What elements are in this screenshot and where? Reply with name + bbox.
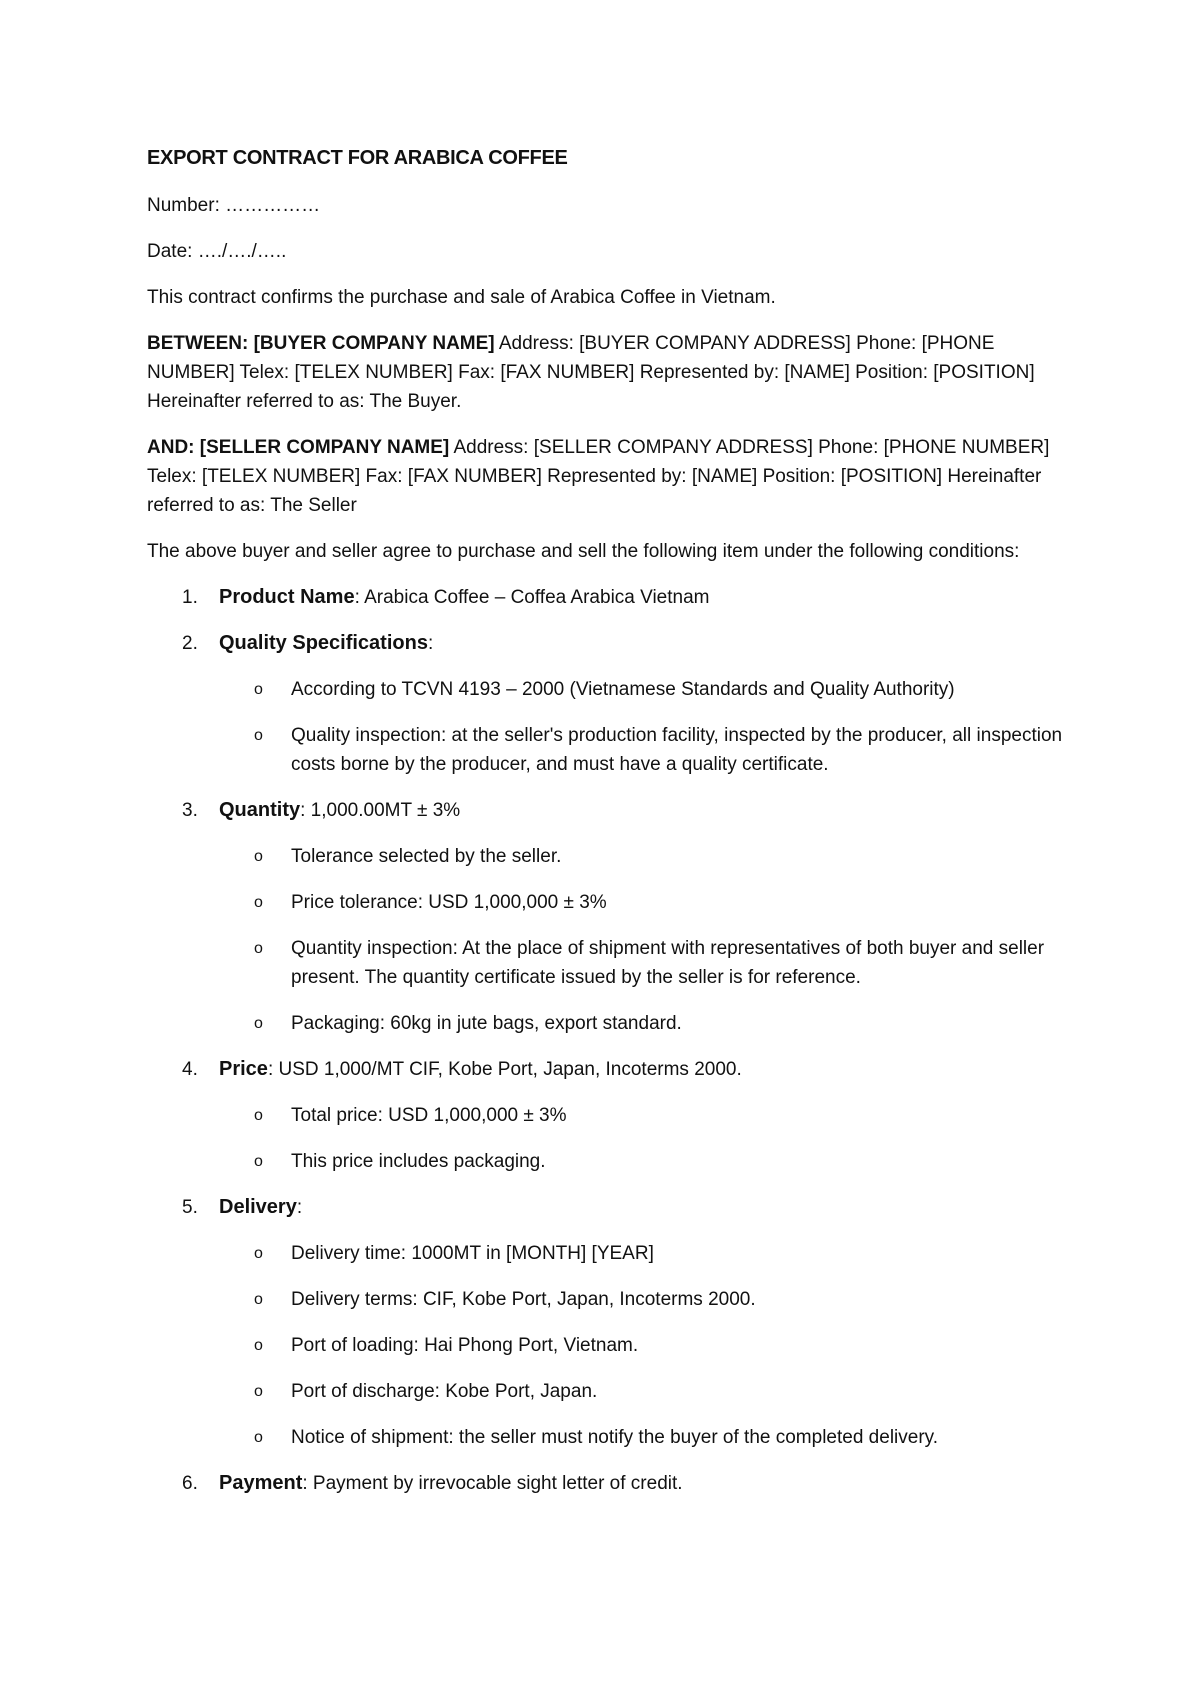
bullet-icon: o [254,848,263,865]
sub-list [219,1239,1067,1452]
document-title: EXPORT CONTRACT FOR ARABICA COFFEE [147,147,568,169]
sub-item-text: Port of loading: Hai Phong Port, Vietnam. [291,1335,639,1356]
item-text: : [296,1197,303,1218]
sub-list-item [219,1147,1067,1176]
bullet-icon: o [254,940,263,957]
sub-item-text: Delivery terms: CIF, Kobe Port, Japan, Incoterms 2000. [291,1289,756,1310]
sub-item-text: Tolerance selected by the seller. [291,846,562,867]
item-label: Payment [219,1472,303,1494]
bullet-icon: o [254,1107,263,1124]
item-text: : USD 1,000/MT CIF, Kobe Port, Japan, Incoterms 2000. [267,1059,742,1080]
item-number: 5. [182,1197,198,1218]
item-text: : Arabica Coffee – Coffea Arabica Vietnam [354,587,710,608]
item-number: 2. [182,633,198,654]
sub-item-text: According to TCVN 4193 – 2000 (Vietnamese Standards and Quality Authority) [291,679,955,700]
sub-list-item [219,1009,1067,1038]
item-text: : [427,633,434,654]
sub-list-item [219,1377,1067,1406]
bullet-icon: o [254,727,263,744]
item-text: : Payment by irrevocable sight letter of credit. [302,1473,683,1494]
sub-item-text: Notice of shipment: the seller must notify the buyer of the completed delivery. [291,1427,939,1448]
sub-item-text: Packaging: 60kg in jute bags, export standard. [291,1013,682,1034]
item-number: 4. [182,1059,198,1080]
item-label: Product Name [219,586,355,608]
contract-number-line: Number: …………… [147,195,321,216]
list-item [147,1469,1067,1498]
sub-item-text: This price includes packaging. [291,1151,546,1172]
agreement-paragraph: The above buyer and seller agree to purchase and sell the following item under the following conditions: [147,541,1020,562]
buyer-details: Address: [BUYER COMPANY ADDRESS] Phone: [PHONE NUMBER] Telex: [TELEX NUMBER] Fax: [FAX NUMBER] Represented by: [NAME] Position: [POSITION] Hereinafter referred to as: The Buyer. [147,333,1035,412]
bullet-icon: o [254,1291,263,1308]
buyer-paragraph [147,329,1067,416]
sub-list-item [219,1423,1067,1452]
sub-list-item [219,1331,1067,1360]
list-item [147,1055,1067,1176]
bullet-icon: o [254,1245,263,1262]
sub-list [219,1101,1067,1176]
sub-list-item [219,888,1067,917]
sub-item-text: Total price: USD 1,000,000 ± 3% [291,1105,567,1126]
bullet-icon: o [254,1015,263,1032]
sub-list-item [219,721,1067,779]
sub-list-item [219,1101,1067,1130]
sub-item-text: Price tolerance: USD 1,000,000 ± 3% [291,892,607,913]
sub-list [219,842,1067,1038]
sub-list-item [219,1239,1067,1268]
conditions-list [147,583,1067,1498]
contract-date-line: Date: …./…./….. [147,241,287,262]
sub-list-item [219,675,1067,704]
list-item [147,629,1067,779]
sub-item-text: Delivery time: 1000MT in [MONTH] [YEAR] [291,1243,654,1264]
bullet-icon: o [254,1337,263,1354]
item-label: Quantity [219,799,301,821]
sub-list-item [219,934,1067,992]
item-number: 1. [182,587,198,608]
list-item [147,583,1067,612]
sub-item-text: Quantity inspection: At the place of shipment with representatives of both buyer and seller present. The quantity certificate issued by the seller is for reference. [291,938,1045,988]
bullet-icon: o [254,1383,263,1400]
sub-list [219,675,1067,779]
document-page [147,144,1067,1515]
buyer-label: BETWEEN: [BUYER COMPANY NAME] [147,333,495,354]
sub-item-text: Port of discharge: Kobe Port, Japan. [291,1381,598,1402]
item-text: : 1,000.00MT ± 3% [300,800,461,821]
item-label: Delivery [219,1196,297,1218]
sub-list-item [219,842,1067,871]
item-label: Price [219,1058,268,1080]
bullet-icon: o [254,894,263,911]
item-number: 6. [182,1473,198,1494]
list-item [147,796,1067,1038]
intro-paragraph: This contract confirms the purchase and sale of Arabica Coffee in Vietnam. [147,287,776,308]
sub-item-text: Quality inspection: at the seller's production facility, inspected by the producer, all inspection costs borne by the producer, and must have a quality certificate. [291,725,1063,775]
bullet-icon: o [254,1153,263,1170]
seller-label: AND: [SELLER COMPANY NAME] [147,437,450,458]
item-number: 3. [182,800,198,821]
bullet-icon: o [254,681,263,698]
seller-details: Address: [SELLER COMPANY ADDRESS] Phone: [PHONE NUMBER] Telex: [TELEX NUMBER] Fax: [FAX NUMBER] Represented by: [NAME] Position: [POSITION] Hereinafter referred to as: The Seller [147,437,1050,516]
bullet-icon: o [254,1429,263,1446]
sub-list-item [219,1285,1067,1314]
list-item [147,1193,1067,1452]
seller-paragraph [147,433,1067,520]
item-label: Quality Specifications [219,632,428,654]
